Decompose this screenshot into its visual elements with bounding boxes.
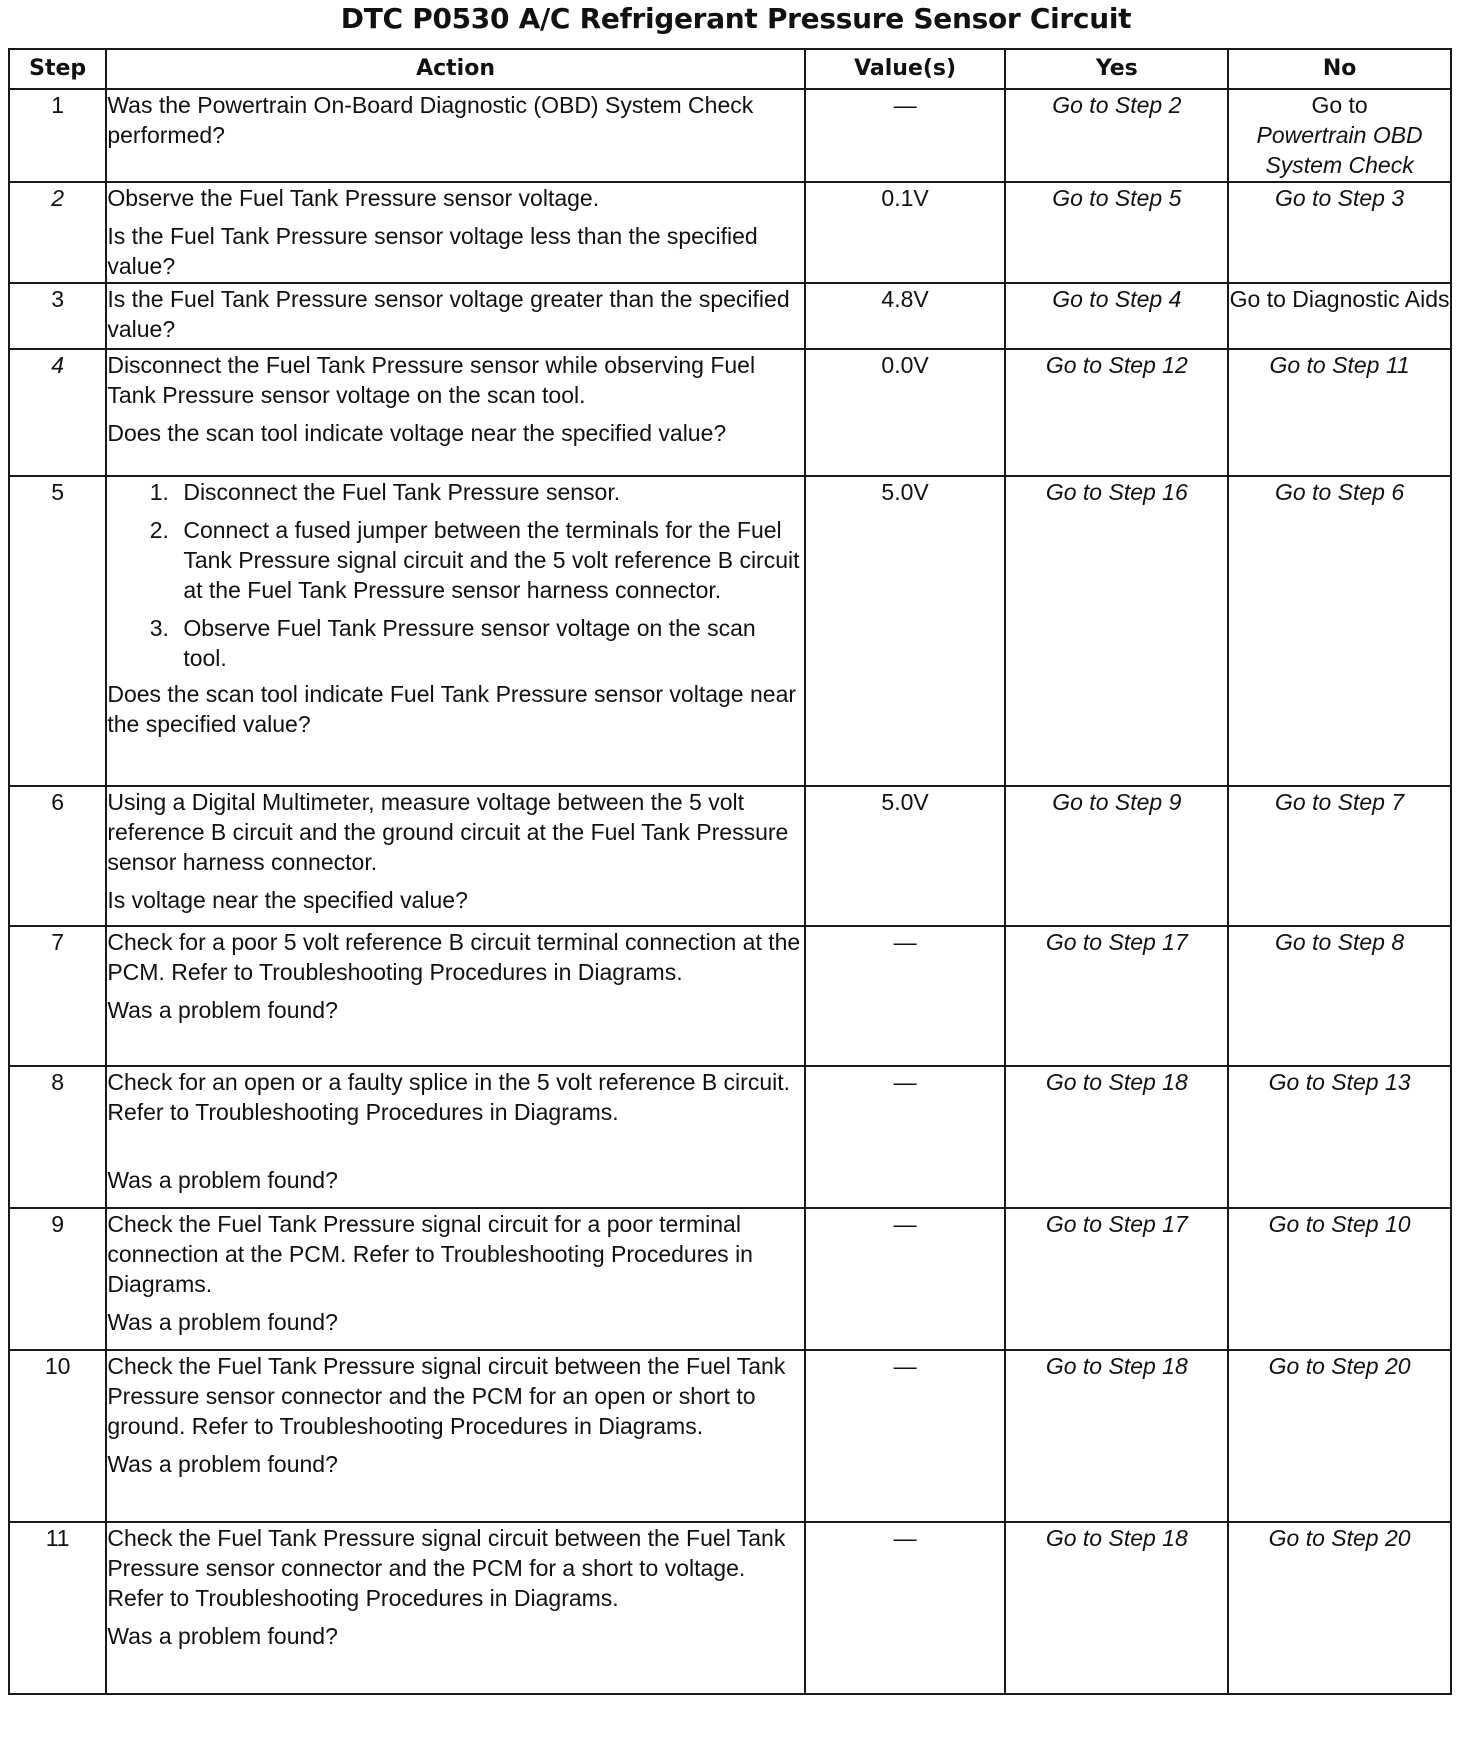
yes-cell: Go to Step 9	[1005, 786, 1228, 926]
action-text: Disconnect the Fuel Tank Pressure sensor while observing Fuel Tank Pressure sensor voltage on the scan tool.	[107, 352, 756, 408]
action-text: Using a Digital Multimeter, measure voltage between the 5 volt reference B circuit and the ground circuit at the Fuel Tank Pressure sensor harness connector.	[107, 789, 789, 875]
yes-cell: Go to Step 2	[1005, 89, 1228, 182]
step-number: 1	[9, 89, 106, 182]
action-cell	[106, 1208, 804, 1350]
yes-cell: Go to Step 16	[1005, 476, 1228, 786]
table-row	[9, 1066, 1451, 1208]
no-cell: Go to Step 3	[1228, 182, 1451, 283]
action-cell	[106, 182, 804, 283]
table-row	[9, 349, 1451, 476]
step-number: 6	[9, 786, 106, 926]
no-cell	[1228, 283, 1451, 349]
action-cell	[106, 926, 804, 1066]
column-header-values: Value(s)	[805, 49, 1006, 89]
action-text: Observe the Fuel Tank Pressure sensor voltage.	[107, 185, 600, 211]
table-row	[9, 926, 1451, 1066]
yes-cell: Go to Step 12	[1005, 349, 1228, 476]
column-header-step: Step	[9, 49, 106, 89]
table-row	[9, 182, 1451, 283]
no-cell	[1228, 89, 1451, 182]
action-cell	[106, 786, 804, 926]
action-cell	[106, 283, 804, 349]
action-question: Was a problem found?	[107, 1309, 338, 1335]
action-question: Was a problem found?	[107, 1167, 338, 1193]
table-row	[9, 476, 1451, 786]
action-question: Is the Fuel Tank Pressure sensor voltage greater than the specified value?	[107, 286, 790, 342]
yes-cell: Go to Step 17	[1005, 926, 1228, 1066]
action-text: Was the Powertrain On-Board Diagnostic (OBD) System Check performed?	[107, 92, 754, 148]
action-cell	[106, 349, 804, 476]
value-cell: —	[805, 1208, 1006, 1350]
action-question: Is voltage near the specified value?	[107, 887, 468, 913]
action-question: Does the scan tool indicate Fuel Tank Pressure sensor voltage near the specified value?	[107, 681, 797, 737]
action-cell	[106, 1066, 804, 1208]
table-row	[9, 786, 1451, 926]
value-cell: 5.0V	[805, 476, 1006, 786]
procedure-item: 3. Observe Fuel Tank Pressure sensor voltage on the scan tool.	[175, 613, 803, 673]
no-cell: Go to Step 11	[1228, 349, 1451, 476]
yes-cell: Go to Step 5	[1005, 182, 1228, 283]
step-number: 11	[9, 1522, 106, 1694]
yes-cell: Go to Step 18	[1005, 1522, 1228, 1694]
action-text: Check for a poor 5 volt reference B circuit terminal connection at the PCM. Refer to Troubleshooting Procedures in Diagrams.	[107, 929, 801, 985]
action-question: Was a problem found?	[107, 1451, 338, 1477]
column-header-no: No	[1228, 49, 1451, 89]
value-cell: —	[805, 1522, 1006, 1694]
diagnostic-table	[8, 48, 1452, 1695]
value-cell: 0.1V	[805, 182, 1006, 283]
step-number: 9	[9, 1208, 106, 1350]
procedure-item: 2. Connect a fused jumper between the terminals for the Fuel Tank Pressure signal circuit and the 5 volt reference B circuit at the Fuel Tank Pressure sensor harness connector.	[175, 515, 803, 605]
value-cell: 5.0V	[805, 786, 1006, 926]
action-text: Check the Fuel Tank Pressure signal circuit between the Fuel Tank Pressure sensor connector and the PCM for an open or short to ground. Refer to Troubleshooting Procedures in Diagrams.	[107, 1353, 786, 1439]
action-text: Check for an open or a faulty splice in the 5 volt reference B circuit. Refer to Troubleshooting Procedures in Diagrams.	[107, 1069, 791, 1125]
action-question: Is the Fuel Tank Pressure sensor voltage less than the specified value?	[107, 223, 758, 279]
yes-cell: Go to Step 17	[1005, 1208, 1228, 1350]
action-cell	[106, 1522, 804, 1694]
procedure-item: 1. Disconnect the Fuel Tank Pressure sensor.	[175, 477, 803, 507]
step-number: 8	[9, 1066, 106, 1208]
column-header-action: Action	[106, 49, 804, 89]
value-cell: —	[805, 926, 1006, 1066]
table-row	[9, 89, 1451, 182]
no-prefix: Go to	[1311, 92, 1368, 118]
header-row	[9, 49, 1451, 89]
step-number: 7	[9, 926, 106, 1066]
value-cell: —	[805, 89, 1006, 182]
yes-cell: Go to Step 18	[1005, 1066, 1228, 1208]
procedure-list	[107, 477, 803, 673]
column-header-yes: Yes	[1005, 49, 1228, 89]
action-text: Check the Fuel Tank Pressure signal circuit for a poor terminal connection at the PCM. Refer to Troubleshooting Procedures in Diagrams.	[107, 1211, 753, 1297]
yes-cell: Go to Step 18	[1005, 1350, 1228, 1522]
no-target: Go to Diagnostic Aids	[1229, 286, 1450, 312]
action-question: Was a problem found?	[107, 1623, 338, 1649]
table-row	[9, 1208, 1451, 1350]
no-target: Powertrain OBD System Check	[1256, 122, 1423, 178]
step-number: 10	[9, 1350, 106, 1522]
action-question: Was a problem found?	[107, 997, 338, 1023]
action-question: Does the scan tool indicate voltage near the specified value?	[107, 420, 727, 446]
step-number: 2	[9, 182, 106, 283]
table-row	[9, 283, 1451, 349]
action-cell	[106, 1350, 804, 1522]
action-text: Check the Fuel Tank Pressure signal circuit between the Fuel Tank Pressure sensor connector and the PCM for a short to voltage. Refer to Troubleshooting Procedures in Diagrams.	[107, 1525, 786, 1611]
value-cell: 0.0V	[805, 349, 1006, 476]
table-row	[9, 1522, 1451, 1694]
no-cell: Go to Step 20	[1228, 1350, 1451, 1522]
step-number: 3	[9, 283, 106, 349]
value-cell: —	[805, 1350, 1006, 1522]
step-number: 5	[9, 476, 106, 786]
value-cell: 4.8V	[805, 283, 1006, 349]
step-number: 4	[9, 349, 106, 476]
page-title: DTC P0530 A/C Refrigerant Pressure Sensor Circuit	[340, 2, 1132, 35]
value-cell: —	[805, 1066, 1006, 1208]
no-cell: Go to Step 8	[1228, 926, 1451, 1066]
action-cell	[106, 476, 804, 786]
action-cell	[106, 89, 804, 182]
no-cell: Go to Step 10	[1228, 1208, 1451, 1350]
no-cell: Go to Step 20	[1228, 1522, 1451, 1694]
no-cell: Go to Step 6	[1228, 476, 1451, 786]
table-row	[9, 1350, 1451, 1522]
yes-cell: Go to Step 4	[1005, 283, 1228, 349]
no-cell: Go to Step 7	[1228, 786, 1451, 926]
no-cell: Go to Step 13	[1228, 1066, 1451, 1208]
